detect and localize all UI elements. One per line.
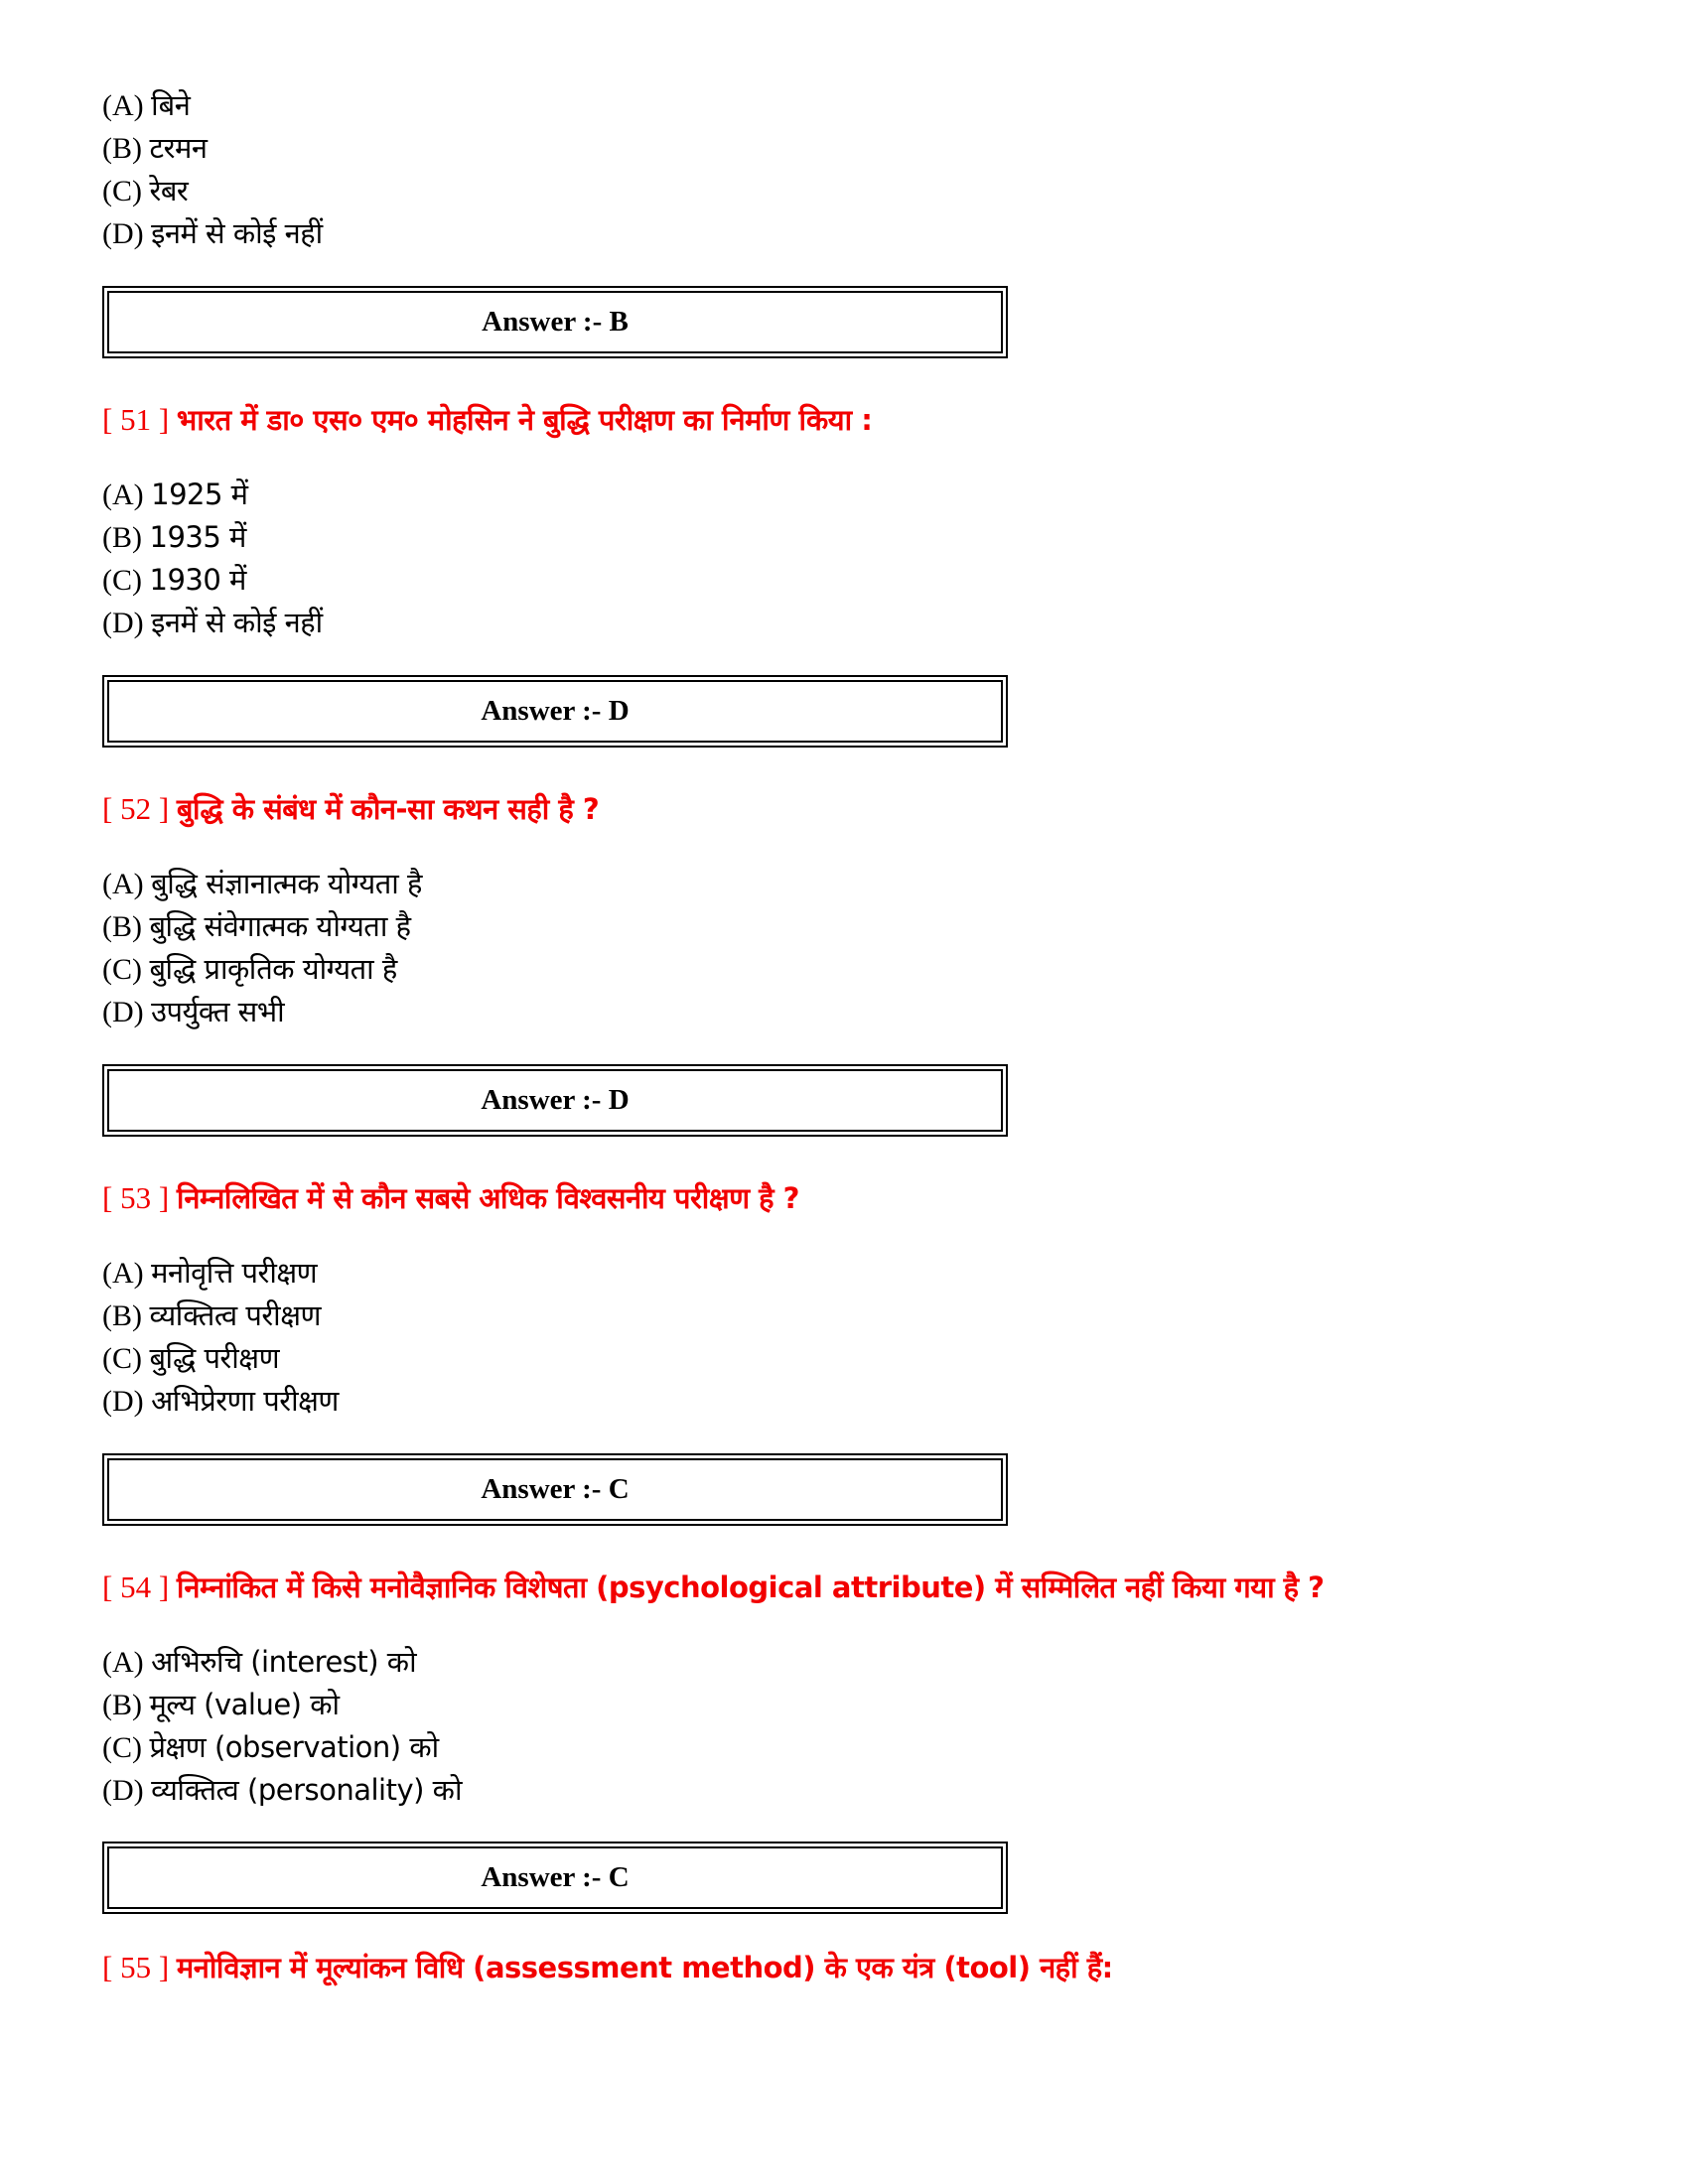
option-c bbox=[102, 1726, 462, 1769]
option-label: (B) bbox=[102, 1299, 142, 1332]
option-text: बुद्धि संज्ञानात्मक योग्यता है bbox=[151, 867, 422, 900]
option-c bbox=[102, 170, 323, 212]
option-text: अभिरुचि (interest) को bbox=[151, 1645, 417, 1679]
answer-text: Answer :- C bbox=[481, 1473, 630, 1505]
option-a bbox=[102, 1252, 339, 1295]
question-text: निम्नलिखित में से कौन सबसे अधिक विश्वसनीय परीक्षण है ? bbox=[176, 1181, 799, 1215]
option-label: (C) bbox=[102, 1342, 142, 1375]
option-text: 1935 में bbox=[149, 520, 246, 554]
question-number: [ 54 ] bbox=[102, 1570, 170, 1604]
answer-box-q53 bbox=[102, 1453, 1008, 1526]
question-52-heading bbox=[102, 789, 599, 829]
answer-text: Answer :- B bbox=[482, 306, 629, 338]
option-text: व्यक्तित्व परीक्षण bbox=[149, 1298, 321, 1332]
question-55-heading bbox=[102, 1948, 1113, 1987]
option-label: (D) bbox=[102, 607, 144, 639]
option-text: 1930 में bbox=[149, 563, 246, 597]
question-54-heading bbox=[102, 1568, 1325, 1607]
option-label: (C) bbox=[102, 564, 142, 597]
option-a bbox=[102, 1641, 462, 1684]
option-label: (B) bbox=[102, 132, 142, 165]
answer-text: Answer :- D bbox=[481, 695, 630, 727]
option-label: (D) bbox=[102, 217, 144, 250]
answer-box-q54 bbox=[102, 1842, 1008, 1914]
option-label: (D) bbox=[102, 1774, 144, 1807]
question-number: [ 52 ] bbox=[102, 791, 170, 826]
option-text: व्यक्तित्व (personality) को bbox=[151, 1773, 462, 1807]
option-label: (D) bbox=[102, 1385, 144, 1418]
question-51-heading bbox=[102, 400, 872, 440]
option-a bbox=[102, 863, 422, 905]
option-text: इनमें से कोई नहीं bbox=[151, 606, 323, 639]
option-text: बुद्धि संवेगात्मक योग्यता है bbox=[149, 909, 411, 943]
option-b bbox=[102, 127, 323, 170]
option-label: (A) bbox=[102, 478, 144, 511]
option-d bbox=[102, 1380, 339, 1423]
option-label: (C) bbox=[102, 953, 142, 986]
option-label: (A) bbox=[102, 868, 144, 900]
question-text: मनोविज्ञान में मूल्यांकन विधि (assessment method) के एक यंत्र (tool) नहीं हैं: bbox=[176, 1951, 1113, 1984]
option-text: मूल्य (value) को bbox=[149, 1688, 340, 1721]
answer-text: Answer :- D bbox=[481, 1084, 630, 1116]
option-c bbox=[102, 1337, 339, 1380]
question-number: [ 55 ] bbox=[102, 1950, 170, 1984]
question-text: निम्नांकित में किसे मनोवैज्ञानिक विशेषता (psychological attribute) में सम्मिलित नहीं किया गया है ? bbox=[176, 1570, 1325, 1604]
option-d bbox=[102, 991, 422, 1033]
option-text: बिने bbox=[151, 88, 191, 122]
option-label: (C) bbox=[102, 1731, 142, 1764]
option-text: टरमन bbox=[149, 131, 208, 165]
options-list-q53 bbox=[102, 1252, 339, 1423]
option-d bbox=[102, 1769, 462, 1812]
answer-box-q50 bbox=[102, 286, 1008, 358]
option-c bbox=[102, 559, 323, 602]
option-b bbox=[102, 1684, 462, 1726]
option-label: (A) bbox=[102, 89, 144, 122]
options-list-q50 bbox=[102, 84, 323, 255]
option-b bbox=[102, 516, 323, 559]
answer-box-q52 bbox=[102, 1064, 1008, 1137]
question-text: भारत में डा० एस० एम० मोहसिन ने बुद्धि परीक्षण का निर्माण किया : bbox=[176, 403, 873, 437]
question-text: बुद्धि के संबंध में कौन-सा कथन सही है ? bbox=[176, 792, 600, 826]
option-c bbox=[102, 948, 422, 991]
option-label: (A) bbox=[102, 1257, 144, 1290]
option-text: 1925 में bbox=[151, 478, 248, 511]
question-number: [ 51 ] bbox=[102, 402, 170, 437]
option-text: बुद्धि परीक्षण bbox=[149, 1341, 280, 1375]
option-text: इनमें से कोई नहीं bbox=[151, 216, 323, 250]
option-label: (D) bbox=[102, 996, 144, 1028]
options-list-q51 bbox=[102, 474, 323, 644]
option-label: (B) bbox=[102, 1689, 142, 1721]
answer-box-q51 bbox=[102, 675, 1008, 748]
option-a bbox=[102, 474, 323, 516]
option-a bbox=[102, 84, 323, 127]
options-list-q52 bbox=[102, 863, 422, 1033]
question-53-heading bbox=[102, 1178, 799, 1218]
option-text: रेबर bbox=[149, 174, 189, 207]
option-b bbox=[102, 905, 422, 948]
option-d bbox=[102, 602, 323, 644]
option-label: (A) bbox=[102, 1646, 144, 1679]
option-text: उपर्युक्त सभी bbox=[151, 995, 285, 1028]
option-text: मनोवृत्ति परीक्षण bbox=[151, 1256, 318, 1290]
option-label: (B) bbox=[102, 521, 142, 554]
option-b bbox=[102, 1295, 339, 1337]
option-text: प्रेक्षण (observation) को bbox=[149, 1730, 439, 1764]
option-label: (C) bbox=[102, 175, 142, 207]
option-d bbox=[102, 212, 323, 255]
option-text: बुद्धि प्राकृतिक योग्यता है bbox=[149, 952, 397, 986]
option-label: (B) bbox=[102, 910, 142, 943]
option-text: अभिप्रेरणा परीक्षण bbox=[151, 1384, 339, 1418]
answer-text: Answer :- C bbox=[481, 1861, 630, 1893]
question-number: [ 53 ] bbox=[102, 1180, 170, 1215]
options-list-q54 bbox=[102, 1641, 462, 1812]
